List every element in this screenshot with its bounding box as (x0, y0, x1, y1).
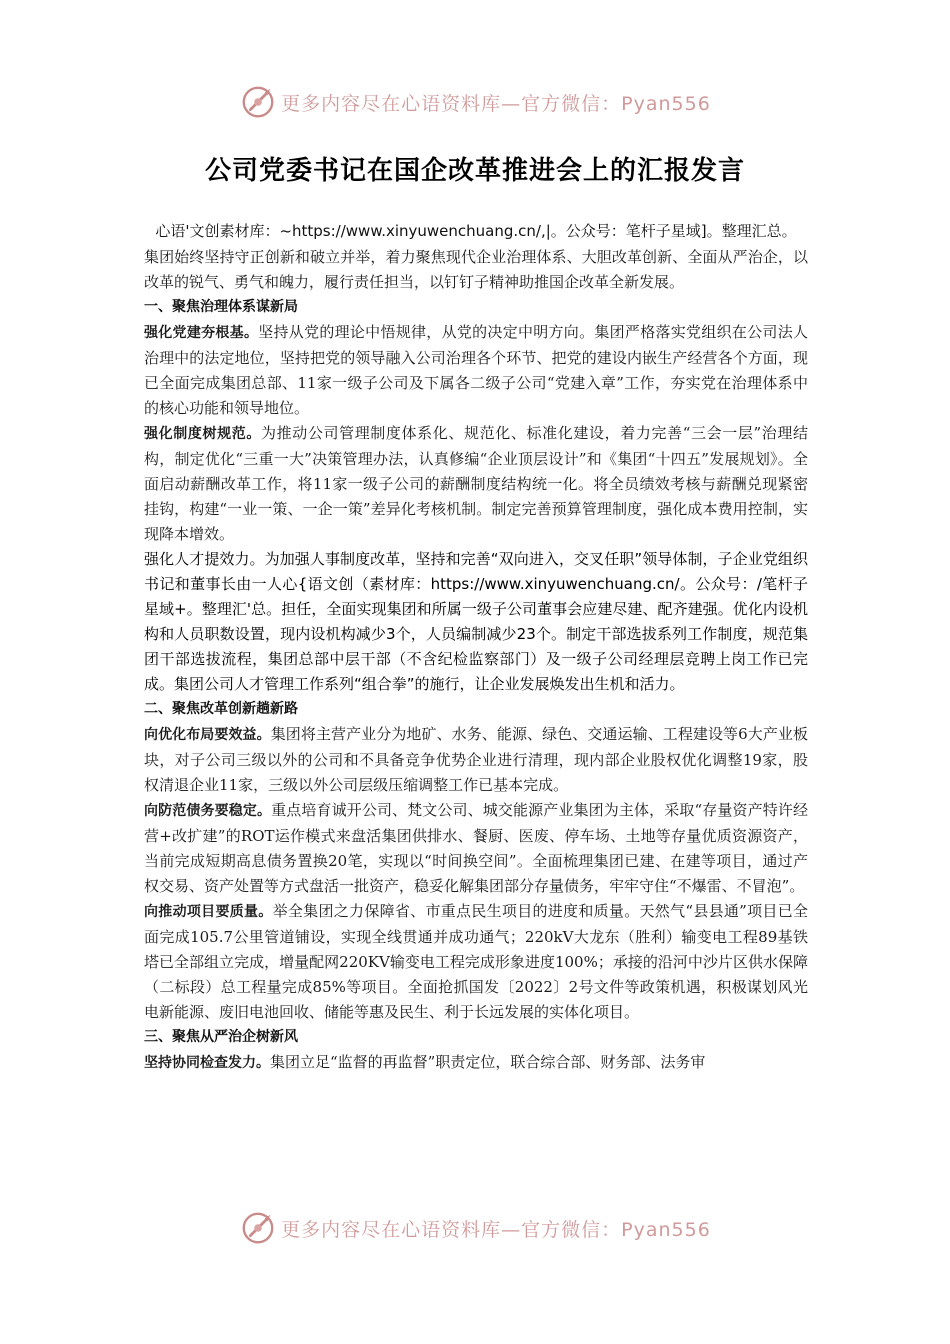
paragraph-text: 为推动公司管理制度体系化、规范化、标准化建设，着力完善“三会一层”治理结构，制定优化“三重一大”决策管理办法，认真修编“企业顶层设计”和《集团“十四五”发展规划》。全面启动薪酬改革工作，将11家一级子公司的薪酬制度结构统一化。将全员绩效考核与薪酬兑现紧密挂钩，构建“一业一策、一企一策”差异化考核机制。制定完善预算管理制度，强化成本费用控制，实现降本增效。 (144, 424, 809, 543)
paragraph (144, 421, 808, 547)
paragraph-lead: 向防范债务要稳定。 (144, 803, 272, 819)
paragraph-lead: 强化党建夯根基。 (144, 325, 259, 341)
source-line: 心语'文创素材库：~https://www.xinyuwenchuang.cn/,|。公众号：笔杆子星域]。整理汇总。 (155, 222, 797, 240)
section-heading: 三、聚焦从严治企树新风 (144, 1029, 298, 1045)
paragraph-lead: 强化制度树规范。 (144, 426, 261, 442)
logo-icon (239, 83, 277, 121)
paragraph (144, 1050, 808, 1075)
section-heading: 一、聚焦治理体系谋新局 (144, 299, 298, 315)
section-heading: 二、聚焦改革创新趟新路 (144, 701, 298, 717)
paragraph-lead: 向优化布局要效益。 (144, 727, 271, 743)
paragraph (144, 899, 808, 1025)
paragraph-text: 集团立足“监督的再监督”职责定位，联合综合部、财务部、法务审 (270, 1053, 706, 1071)
paragraph-lead: 向推动项目要质量。 (144, 904, 273, 920)
page-title: 公司党委书记在国企改革推进会上的汇报发言 (204, 156, 745, 186)
document-body (144, 219, 808, 1075)
paragraph (144, 547, 808, 697)
paragraph-lead: 坚持协同检查发力。 (144, 1055, 270, 1071)
paragraph-text: 坚持从党的理论中悟规律，从党的决定中明方向。集团严格落实党组织在公司法人治理中的法定地位，坚持把党的领导融入公司治理各个环节、把党的建设内嵌生产经营各个方面，现已全面完成集团总部、11家一级子公司及下属各二级子公司“党建入章”工作，夯实党在治理体系中的核心功能和领导地位。 (144, 323, 808, 417)
header-watermark-banner (0, 82, 950, 122)
banner-text: 更多内容尽在心语资料库—官方微信：Pyan556 (281, 92, 711, 115)
paragraph (144, 722, 808, 798)
paragraph-text: 集团将主营产业分为地矿、水务、能源、绿色、交通运输、工程建设等6大产业板块，对子公司三级以外的公司和不具备竞争优势企业进行清理，现内部企业股权优化调整19家，股权清退企业11家，三级以外公司层级压缩调整工作已基本完成。 (144, 725, 808, 794)
banner-text: 更多内容尽在心语资料库—官方微信：Pyan556 (281, 1218, 711, 1241)
paragraph-text: 重点培育诚开公司、梵文公司、城交能源产业集团为主体，采取“存量资产特许经营+改扩建”的ROT运作模式来盘活集团供排水、餐厨、医废、停车场、土地等存量优质资源资产，当前完成短期高息债务置换20笔，实现以“时间换空间”。全面梳理集团已建、在建等项目，通过产权交易、资产处置等方式盘活一批资产，稳妥化解集团部分存量债务，牢牢守住“不爆雷、不冒泡”。 (144, 801, 808, 895)
paragraph-text: 举全集团之力保障省、市重点民生项目的进度和质量。天然气“县县通”项目已全面完成105.7公里管道铺设，实现全线贯通并成功通气；220kV大龙东（胜利）输变电工程89基铁塔已全部组立完成，增量配网220KV输变电工程完成形象进度100%；承接的沿河中沙片区供水保障（二标段）总工程量完成85%等项目。全面抢抓国发〔2022〕2号文件等政策机遇，积极谋划风光电新能源、废旧电池回收、储能等惠及民生、利于长远发展的实体化项目。 (144, 902, 809, 1021)
intro-paragraph: 集团始终坚持守正创新和破立并举，着力聚焦现代企业治理体系、大胆改革创新、全面从严治企，以改革的锐气、勇气和魄力，履行责任担当，以钉钉子精神助推国企改革全新发展。 (144, 248, 808, 291)
paragraph (144, 320, 808, 421)
paragraph-text: 强化人才提效力。为加强人事制度改革，坚持和完善“双向进入，交叉任职”领导体制，子企业党组织书记和董事长由一人心{语文创（素材库：https://www.xinyuwenchuang.cn/。公众号：/笔杆子星域+。整理汇'总。担任，全面实现集团和所属一级子公司董事会应建尽建、配齐建强。优化内设机构和人员职数设置，现内设机构减少3个，人员编制减少23个。制定干部选拔系列工作制度，规范集团干部选拔流程，集团总部中层干部（不含纪检监察部门）及一级子公司经理层竞聘上岗工作已完成。集团公司人才管理工作系列“组合拳”的施行，让企业发展焕发出生机和活力。 (144, 550, 808, 693)
paragraph (144, 798, 808, 899)
logo-icon (239, 1209, 277, 1247)
footer-watermark-banner (0, 1208, 950, 1248)
